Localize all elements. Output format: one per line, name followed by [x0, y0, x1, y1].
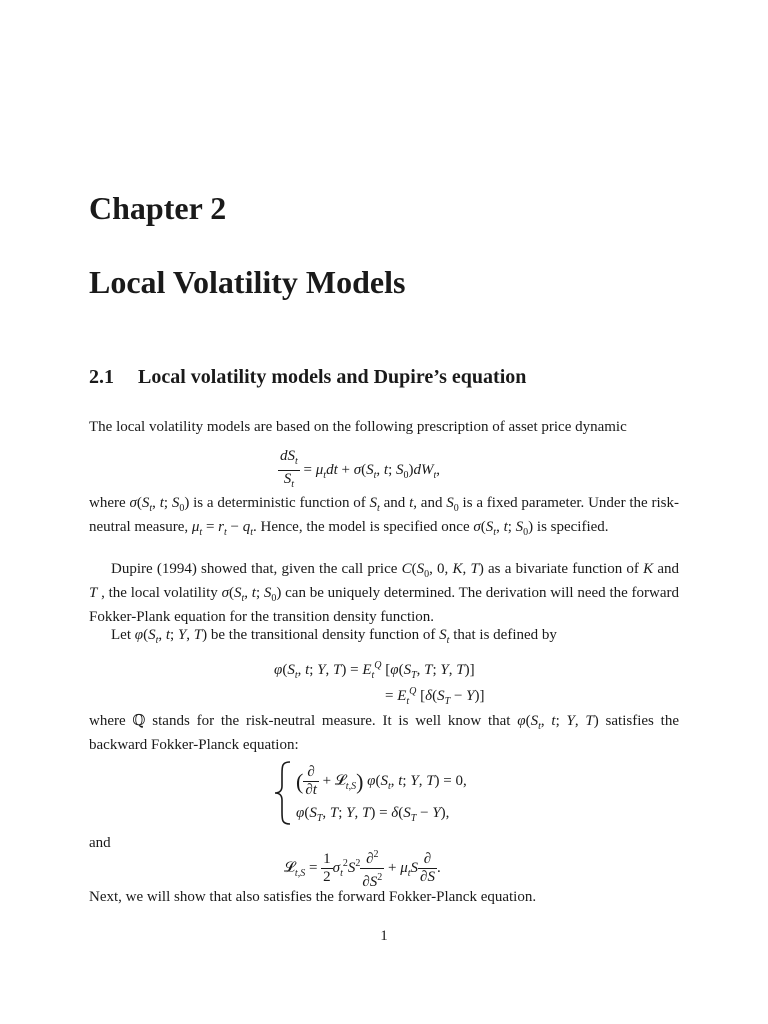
chapter-title: Local Volatility Models	[89, 264, 406, 300]
equation-density-line1: $\varphi(S_t$, t; Y, $T) = E_t^Q$ [$\varphi(S_T$, T; Y, T)]	[274, 660, 475, 681]
paragraph-definition: where $\sigma(S_t$, t; $S_0$) is a deterministic function of $S_t$ and t, and $S_0$ is a fixed parameter. Under the risk-neutral measure, $\mu_t = r_t - q_t$. Hence, the model is specified once $\sigma(S_t$, t; $S_0$) is specified.	[89, 495, 679, 538]
paragraph-backward: where ℚ stands for the risk-neutral measure. It is well know that $\varphi(S_t$, t; Y, T) satisfies the backward Fokker-Planck equation:	[89, 713, 679, 753]
fraction-dS-over-S: $\frac{dS_t}{S_t}$	[280, 448, 298, 490]
equation-density-line2: = $E_t^Q$ $[\delta(S_T - Y)]$	[385, 686, 485, 707]
paragraph-intro: The local volatility models are based on the following prescription of asset price dynamic	[89, 419, 627, 435]
equation-backward-line2: $\varphi(S_T$, T; Y, $T) = \delta(S_T - Y)$,	[296, 805, 450, 824]
paragraph-and: and	[89, 835, 111, 851]
equation-dynamics: $\frac{dS_t}{S_t}$ = $\mu_tdt + \sigma(S_t$, t; $S_0)dW_t$,	[278, 448, 440, 493]
left-brace-icon	[272, 760, 294, 826]
equation-backward-line1: ( $\frac{\partial}{\partial t}$ + 𝓛$_{t,S}$) $\varphi(S_t$, t; Y, T) = 0,	[296, 764, 467, 798]
chapter-label: Chapter 2	[89, 190, 227, 226]
paragraph-density-intro: Let $\varphi(S_t$, t; Y, T) be the transitional density function of $S_t$ that is defined by	[111, 627, 557, 646]
page-number: 1	[380, 928, 388, 944]
paragraph-next: Next, we will show that also satisfies the forward Fokker-Planck equation.	[89, 889, 537, 905]
section-title: Local volatility models and Dupire’s equation	[138, 366, 527, 388]
equation-operator: 𝓛$_{t,S}$ = $\frac{1}{2}$ $\sigma_t^2S^2$ $\frac{\partial^2}{\partial S^2}$ + $\mu_tS$ $\frac{\partial}{\partial S}$ .	[284, 846, 441, 891]
paragraph-dupire: Dupire (1994) showed that, given the call price $C(S_0$, 0, K, T) as a bivariate function of K and T , the local volatility $\sigma(S_t$, t; $S_0$) can be uniquely determined. The derivation will need the forward Fokker-Plank equation for the transition density function.	[89, 561, 680, 625]
section-number: 2.1	[89, 366, 114, 388]
section-heading	[89, 366, 526, 389]
